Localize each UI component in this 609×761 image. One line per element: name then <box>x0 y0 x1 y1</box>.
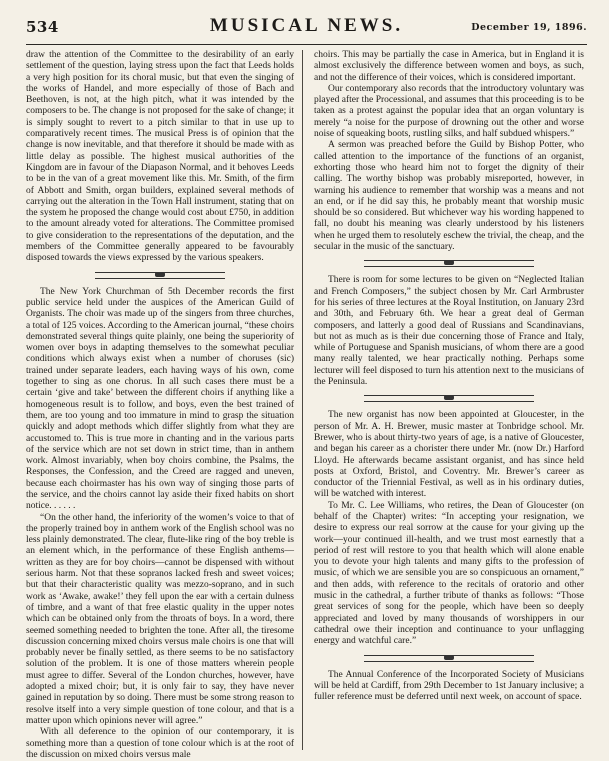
section-separator <box>364 655 534 662</box>
masthead-title: MUSICAL NEWS. <box>209 15 404 36</box>
section-separator <box>364 395 534 402</box>
issue-date: December 19, 1896. <box>471 22 587 33</box>
right-paragraph-3: A sermon was preached before the Guild by Bishop Potter, who called attention to the importance of the functions of an organist, exhorting those who heard him not to forget the dignity of their calling. The worthy bishop was probably misreported, however, in warning his audience to remember that worship was a means and not an end, or if he did say this, he probably meant that worship music should be so considered. But whichever way his wording happened to fall, no doubt his meaning was clearly understood by his listeners when he urged them to resolutely eschew the trivial, the cheap, and the secular in the music of the sanctuary. <box>314 140 584 253</box>
right-paragraph-2: Our contemporary also records that the introductory voluntary was played after the Processional, and assumes that this proceeding is to be taken as a protest against the popular idea that an organ voluntary is merely “a noise for the purpose of drowning out the other and worse noise of squeaking boots, rustling silks, and half subdued whispers.” <box>314 83 584 140</box>
right-paragraph-1: choirs. This may be partially the case in America, but in England it is almost exclusively the difference between women and boys, as such, and not the difference of their voices, which is considered important. <box>314 50 584 83</box>
right-paragraph-6: To Mr. C. Lee Williams, who retires, the Dean of Gloucester (on behalf of the Chapter) writes: “In accepting your resignation, we desire to express our real sorrow at the cause for your giving up the work—your continued ill-health, and we trust most earnestly that a period of rest will restore to you that health which will alone enable you to devote your high talents and many gifts to the profession of music, of which we are sensible you are so conspicuous an ornament,” and then adds, with reference to the recitals of oratorio and other music in the cathedral, a further tribute of thanks as follows: “Those great services of song for the people, which have been so deeply appreciated and loved by many thousands of worshippers in our cathedral owe their inception and continuance to your unflagging energy and watchful care.” <box>314 500 584 647</box>
right-column <box>314 50 584 703</box>
right-paragraph-7: The Annual Conference of the Incorporated Society of Musicians will be held at Cardiff, from 29th December to 1st January inclusive; a fuller reference must be deferred until next week, on account of space. <box>314 669 584 703</box>
page-number: 534 <box>26 18 59 36</box>
right-paragraph-4: There is room for some lectures to be given on “Neglected Italian and French Composers,” the subject chosen by Mr. Carl Armbruster for his series of three lectures at the Royal Institution, on January 23rd and 30th, and February 6th. We hear a great deal of German composers, and latterly a good deal of Russians and Scandinavians, but not as much as is their due concerning those of France and Italy, while of Portuguese and Spanish musicians, of whom there are a good many really talented, we hear practically nothing. Perhaps some lecturer will feel disposed to turn his attention next to the musicians of the Peninsula. <box>314 275 584 388</box>
left-paragraph-1: draw the attention of the Committee to the desirability of an early settlement of the question, laying stress upon the fact that Leeds holds a very high position for its choral music, but that even the singing of the works of Handel, and more especially of those of Bach and Beethoven, is not, at the high pitch, what it was intended by the composers to be. The change is not proposed for the sake of change; it is simply sought to revert to a pitch similar to that in use up to comparatively recent times. The musical Press is of opinion that the change is now inevitable, and that therefore it should be made with as little delay as possible. The highest musical authorities of the Kingdom are in favour of the Diapason Normal, and it behoves Leeds to be in the van of a great movement like this. Mr. Smith, of the firm of Abbott and Smith, organ builders, explained several methods of carrying out the alteration in the Town Hall instrument, stating that on the system he proposed the change would cost about £750, in addition to the amount already voted for alterations. The Committee promised to give consideration to the representations of the deputation, and the members of the Committee generally appeared to be favourably disposed towards the views expressed by the various speakers. <box>26 50 294 264</box>
column-divider <box>302 50 303 750</box>
section-separator <box>95 272 225 279</box>
right-paragraph-5: The new organist has now been appointed at Gloucester, in the person of Mr. A. H. Brewer, music master at Tonbridge school. Mr. Brewer, who is about thirty-two years of age, is a native of Gloucester, and began his career as a chorister there under Mr. (now Dr.) Harford Lloyd. He afterwards became assistant organist, and has since held posts at Oxford, Bristol, and Coventry. Mr. Brewer’s career as conductor of the Triennial Festival, as well as in his ordinary duties, will be watched with interest. <box>314 410 584 500</box>
left-paragraph-2: The New York Churchman of 5th December records the first public service held under the auspices of the American Guild of Organists. The choir was made up of the singers from three churches, a total of 125 voices. According to the American journal, “these choirs demonstrated several things quite plainly, one being the superiority of women over boys in adapting themselves to the somewhat peculiar conditions which always exist when a number of choruses (sic) trained under separate leaders, each having ways of his own, come together to sing as one chorus. In all such cases there must be a certain ‘give and take’ between the different choirs if anything like a homogeneous result is to follow, and boys, even the best trained of them, are too young and too immature in mind to grasp the situation quickly and adopt methods which differ slightly from what they are accustomed to. This is true more in chanting and in the various parts of the service which are not set down in strict time, than in anthem work. Almost invariably, when boy choirs combine, the Psalms, the Responses, the Confession, and the Creed are ragged and uneven, because each choirmaster has his own way of singing those parts of the service, and the choirs cannot lay aside their fixed habits on short notice. . . . . . <box>26 286 294 512</box>
left-paragraph-4: With all deference to the opinion of our contemporary, it is something more than a question of tone colour which is at the root of the discussion on mixed choirs versus male <box>26 727 294 760</box>
left-column <box>26 50 294 761</box>
section-separator <box>364 260 534 267</box>
page-header <box>26 14 587 45</box>
left-paragraph-3: “On the other hand, the inferiority of the women’s voice to that of the properly trained boy in anthem work of the English school was no less plainly demonstrated. The clear, flute-like ring of the boy treble is an element which, in the performance of these English anthems—written as they are for boy choirs—cannot be dispensed with without serious harm. Not that these sopranos lacked fresh and sweet voices; but that their characteristic quality was mezzo-soprano, and in such work as ‘Awake, awake!’ they fell upon the ear with a certain dulness of timbre, and a want of that free elastic quality in the upper notes which can be obtained only from the throats of boys. In a word, there seemed something needed to brighten the tone. After all, the tiresome discussion concerning mixed choirs versus male choirs is one that will probably never be finally settled, as there seems to be no satisfactory solution of the problem. It is one of those matters wherein people must agree to differ. Several of the London churches, however, have adopted a mixed choir; but, it is only fair to say, they have never gained in reputation by so doing. There must be some strong reason to resolve itself into a very simple question of tone colour, and that is a matter upon which opinions never will agree.” <box>26 512 294 726</box>
